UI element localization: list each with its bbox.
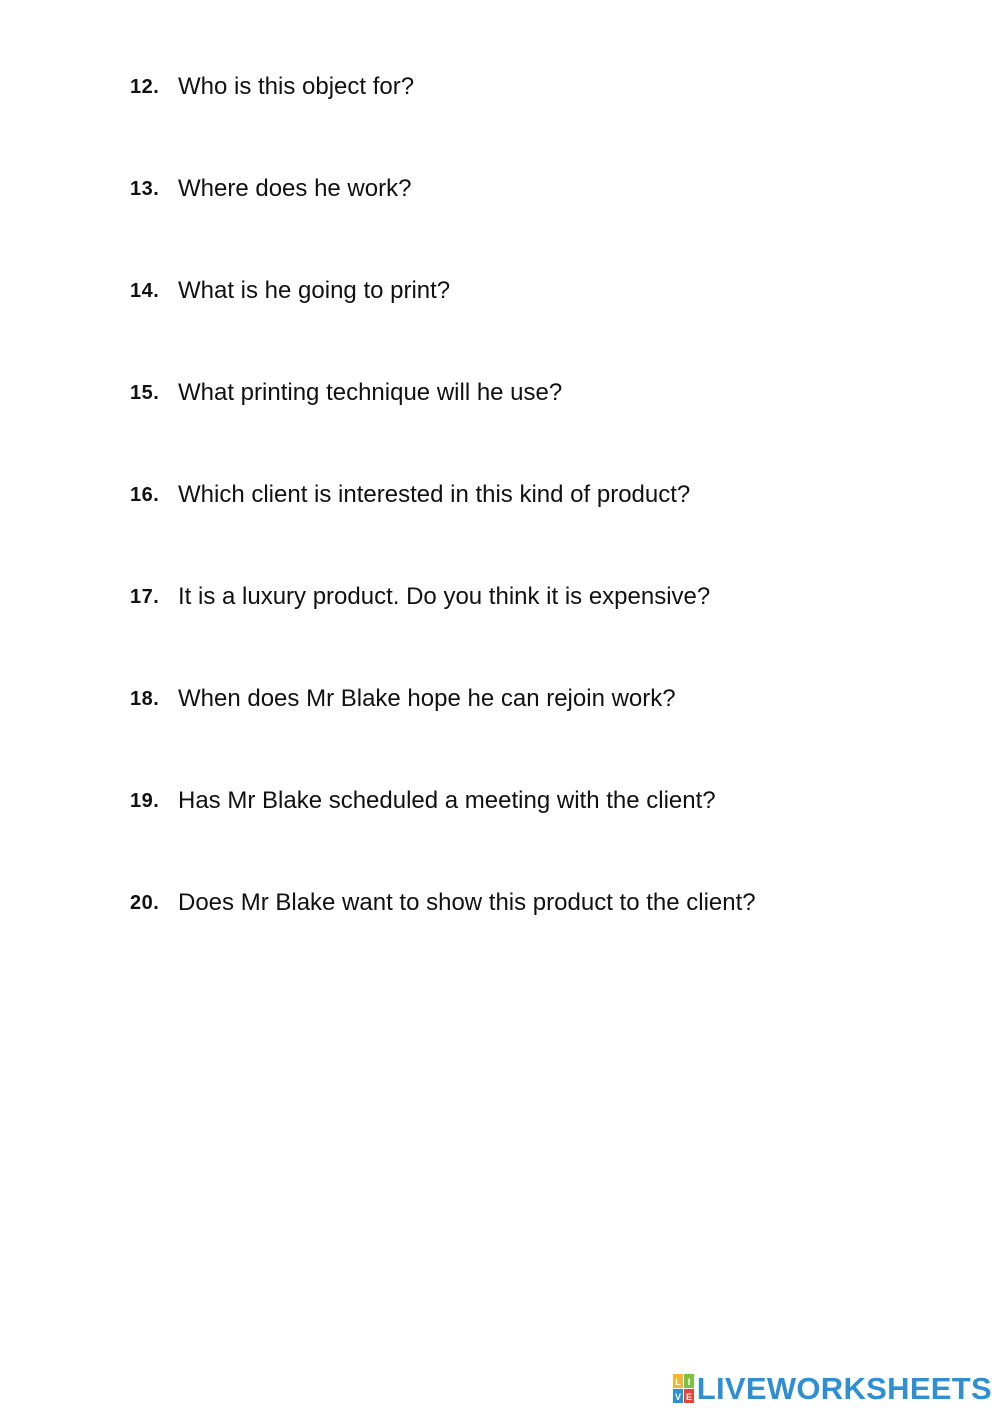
question-text: What is he going to print?	[178, 277, 451, 304]
liveworksheets-logo	[673, 1369, 992, 1409]
question-number: 20.	[130, 891, 160, 914]
question-text: Which client is interested in this kind of product?	[178, 481, 691, 508]
question-item	[130, 886, 756, 920]
question-number: 17.	[130, 585, 160, 608]
svg-text:V: V	[674, 1392, 681, 1402]
question-text: It is a luxury product. Do you think it is expensive?	[178, 583, 711, 610]
question-number: 15.	[130, 381, 160, 404]
question-text: What printing technique will he use?	[178, 379, 563, 406]
question-number: 19.	[130, 789, 160, 812]
logo-text: LIVEWORKSHEETS	[696, 1371, 992, 1406]
question-item	[130, 784, 716, 818]
svg-text:L: L	[674, 1377, 681, 1387]
question-item	[130, 70, 414, 104]
svg-text:I: I	[687, 1377, 690, 1387]
liveworksheets-logo-icon	[673, 1374, 695, 1404]
question-number: 14.	[130, 279, 160, 302]
question-number: 18.	[130, 687, 160, 710]
question-item	[130, 682, 676, 716]
question-text: Has Mr Blake scheduled a meeting with the client?	[178, 787, 716, 814]
question-item	[130, 274, 450, 308]
question-number: 13.	[130, 177, 160, 200]
question-item	[130, 580, 710, 614]
question-text: Does Mr Blake want to show this product to the client?	[178, 889, 756, 916]
question-item	[130, 376, 562, 410]
question-text: Who is this object for?	[178, 73, 415, 100]
question-text: Where does he work?	[178, 175, 412, 202]
svg-text:E: E	[685, 1392, 692, 1402]
question-number: 12.	[130, 75, 160, 98]
question-item	[130, 172, 411, 206]
question-text: When does Mr Blake hope he can rejoin work?	[178, 685, 676, 712]
question-item	[130, 478, 690, 512]
question-number: 16.	[130, 483, 160, 506]
